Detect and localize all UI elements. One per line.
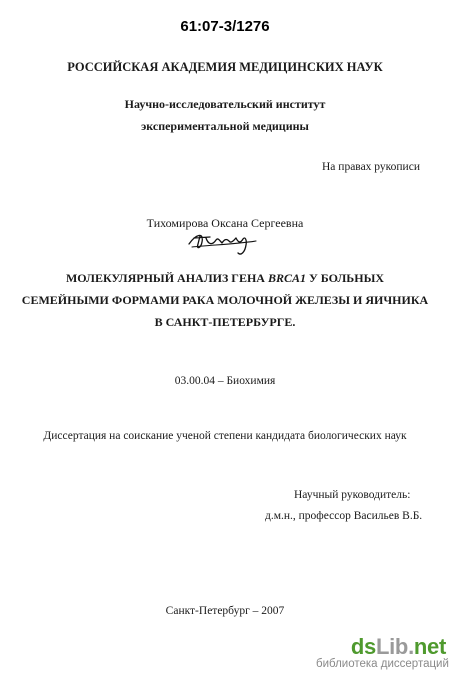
specialty-code: 03.00.04 – Биохимия bbox=[174, 375, 276, 387]
title-line-1-start: МОЛЕКУЛЯРНЫЙ АНАЛИЗ ГЕНА bbox=[65, 271, 268, 285]
manuscript-rights-note: На правах рукописи bbox=[322, 161, 420, 173]
city-and-year: Санкт-Петербург – 2007 bbox=[165, 605, 285, 617]
supervisor-name: д.м.н., профессор Васильев В.Б. bbox=[265, 510, 423, 522]
dissertation-title-line-3: В САНКТ-ПЕТЕРБУРГЕ. bbox=[154, 315, 296, 329]
author-signature bbox=[186, 228, 272, 258]
watermark-logo bbox=[316, 635, 446, 659]
dissertation-title-line-1 bbox=[0, 271, 450, 286]
dslib-watermark bbox=[316, 634, 449, 670]
supervisor-label: Научный руководитель: bbox=[294, 489, 411, 501]
gene-name: BRCA1 bbox=[267, 271, 306, 285]
archive-reference-number: 61:07-3/1276 bbox=[180, 18, 270, 35]
watermark-dot: . bbox=[408, 634, 414, 659]
degree-statement: Диссертация на соискание ученой степени кандидата биологических наук bbox=[43, 430, 407, 442]
watermark-net: net bbox=[413, 634, 446, 659]
watermark-ds: ds bbox=[350, 634, 376, 659]
institute-name-line-1: Научно-исследовательский институт bbox=[124, 97, 326, 111]
academy-name: РОССИЙСКАЯ АКАДЕМИЯ МЕДИЦИНСКИХ НАУК bbox=[67, 60, 383, 74]
author-name: Тихомирова Оксана Сергеевна bbox=[146, 216, 304, 230]
title-line-1-end: У БОЛЬНЫХ bbox=[305, 271, 385, 285]
institute-name-line-2: экспериментальной медицины bbox=[141, 119, 309, 133]
watermark-subtitle: библиотека диссертаций bbox=[316, 658, 449, 670]
dissertation-title-line-2: СЕМЕЙНЫМИ ФОРМАМИ РАКА МОЛОЧНОЙ ЖЕЛЕЗЫ И ЯИЧНИКА bbox=[21, 293, 429, 307]
watermark-lib: Lib bbox=[375, 634, 409, 659]
